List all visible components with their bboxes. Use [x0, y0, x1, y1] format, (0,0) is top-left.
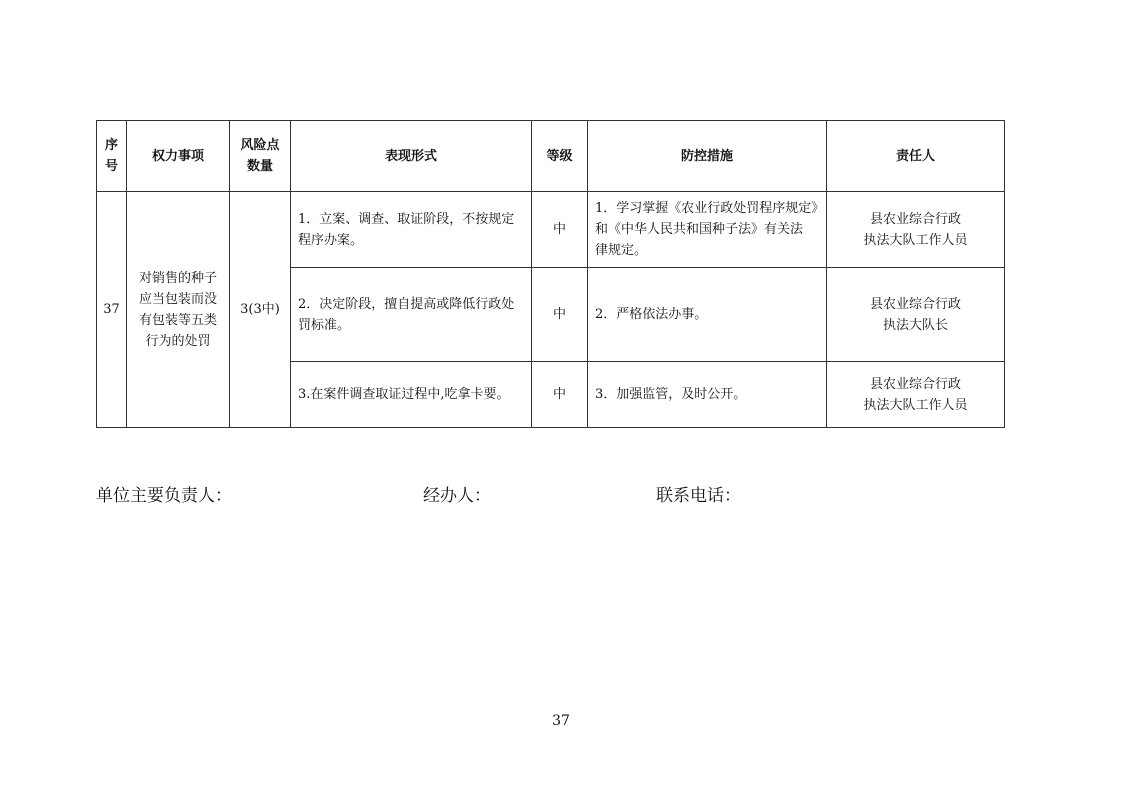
- cell-manifestation: 3.在案件调查取证过程中,吃拿卡要。: [291, 362, 532, 428]
- cell-responsible: 县农业综合行政 执法大队工作人员: [827, 362, 1005, 428]
- footer-unit-head-label: 单位主要负责人：: [96, 486, 232, 506]
- header-power-item: 权力事项: [127, 121, 230, 192]
- cell-level: 中: [532, 192, 588, 268]
- cell-measures: 2．严格依法办事。: [588, 268, 827, 362]
- cell-level: 中: [532, 268, 588, 362]
- cell-manifestation: 2．决定阶段，擅自提高或降低行政处 罚标准。: [291, 268, 532, 362]
- cell-seq: 37: [97, 192, 127, 428]
- cell-power-item: 对销售的种子 应当包装而没 有包装等五类 行为的处罚: [127, 192, 230, 428]
- cell-responsible: 县农业综合行政 执法大队长: [827, 268, 1005, 362]
- footer-handler-label: 经办人：: [423, 486, 491, 506]
- header-seq: 序 号: [97, 121, 127, 192]
- cell-measures: 3．加强监管，及时公开。: [588, 362, 827, 428]
- header-risk-count: 风险点 数量: [230, 121, 291, 192]
- page-number: 37: [552, 713, 570, 729]
- cell-manifestation: 1．立案、调查、取证阶段，不按规定 程序办案。: [291, 192, 532, 268]
- header-responsible: 责任人: [827, 121, 1005, 192]
- header-level: 等级: [532, 121, 588, 192]
- cell-responsible: 县农业综合行政 执法大队工作人员: [827, 192, 1005, 268]
- header-manifestation: 表现形式: [291, 121, 532, 192]
- cell-measures: 1．学习掌握《农业行政处罚程序规定》 和《中华人民共和国种子法》有关法 律规定。: [588, 192, 827, 268]
- table-header-row: [97, 121, 1005, 192]
- footer-phone-label: 联系电话：: [656, 486, 741, 506]
- table-row: [97, 192, 1005, 268]
- header-measures: 防控措施: [588, 121, 827, 192]
- cell-level: 中: [532, 362, 588, 428]
- risk-table: [96, 120, 1005, 428]
- cell-risk-count: 3(3中): [230, 192, 291, 428]
